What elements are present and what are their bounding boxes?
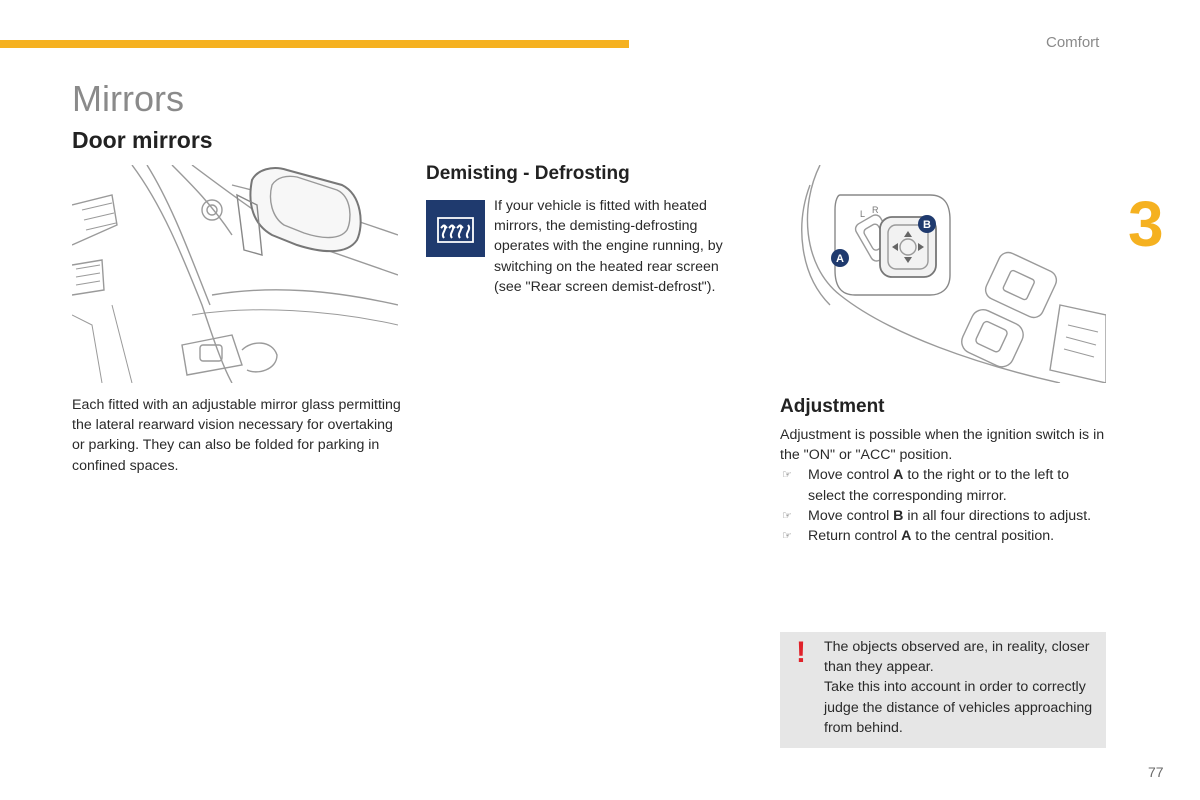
section-label: Comfort bbox=[1046, 34, 1100, 51]
hand-pointer-icon: ☞ bbox=[782, 469, 792, 482]
mirror-control-illustration bbox=[780, 165, 1106, 383]
adjustment-steps bbox=[780, 465, 1110, 546]
list-item: ☞ Move control A to the right or to the left to select the corresponding mirror. bbox=[782, 467, 1070, 504]
demisting-text: If your vehicle is fitted with heated mirrors, the demisting-defrosting operates with the engine running, by switching on the heated rear screen (see "Rear screen demist-defrost"). bbox=[494, 198, 723, 295]
door-mirror-illustration bbox=[72, 165, 398, 383]
adjustment-intro: Adjustment is possible when the ignition switch is in the "ON" or "ACC" position. bbox=[780, 427, 1105, 464]
list-item: ☞ Move control B in all four directions to adjust. bbox=[780, 506, 1110, 526]
page-title: Mirrors bbox=[72, 78, 184, 119]
control-a-badge: A bbox=[836, 253, 844, 265]
selector-l-label: L bbox=[860, 209, 866, 219]
header-accent-bar bbox=[0, 40, 629, 48]
control-b-badge: B bbox=[923, 219, 931, 231]
hand-pointer-icon: ☞ bbox=[782, 530, 792, 543]
rear-screen-defrost-icon bbox=[426, 200, 485, 257]
adjustment-content bbox=[780, 425, 1110, 546]
warning-box bbox=[780, 632, 1106, 748]
door-mirrors-heading: Door mirrors bbox=[72, 127, 213, 153]
list-item: ☞ Return control A to the central position. bbox=[780, 526, 1110, 546]
page-number: 77 bbox=[1148, 764, 1164, 780]
warning-text: The objects observed are, in reality, closer than they appear. Take this into account in order to correctly judge the distance of vehicles approaching from behind. bbox=[824, 639, 1093, 736]
selector-r-label: R bbox=[872, 205, 879, 215]
hand-pointer-icon: ☞ bbox=[782, 509, 792, 522]
door-mirrors-description: Each fitted with an adjustable mirror glass permitting the lateral rearward vision necessary for overtaking or parking. They can also be folded for parking in confined spaces. bbox=[72, 397, 401, 474]
demisting-heading: Demisting - Defrosting bbox=[426, 163, 630, 184]
chapter-number: 3 bbox=[1128, 188, 1164, 260]
adjustment-heading: Adjustment bbox=[780, 396, 885, 417]
warning-exclamation-icon: ! bbox=[796, 636, 806, 669]
